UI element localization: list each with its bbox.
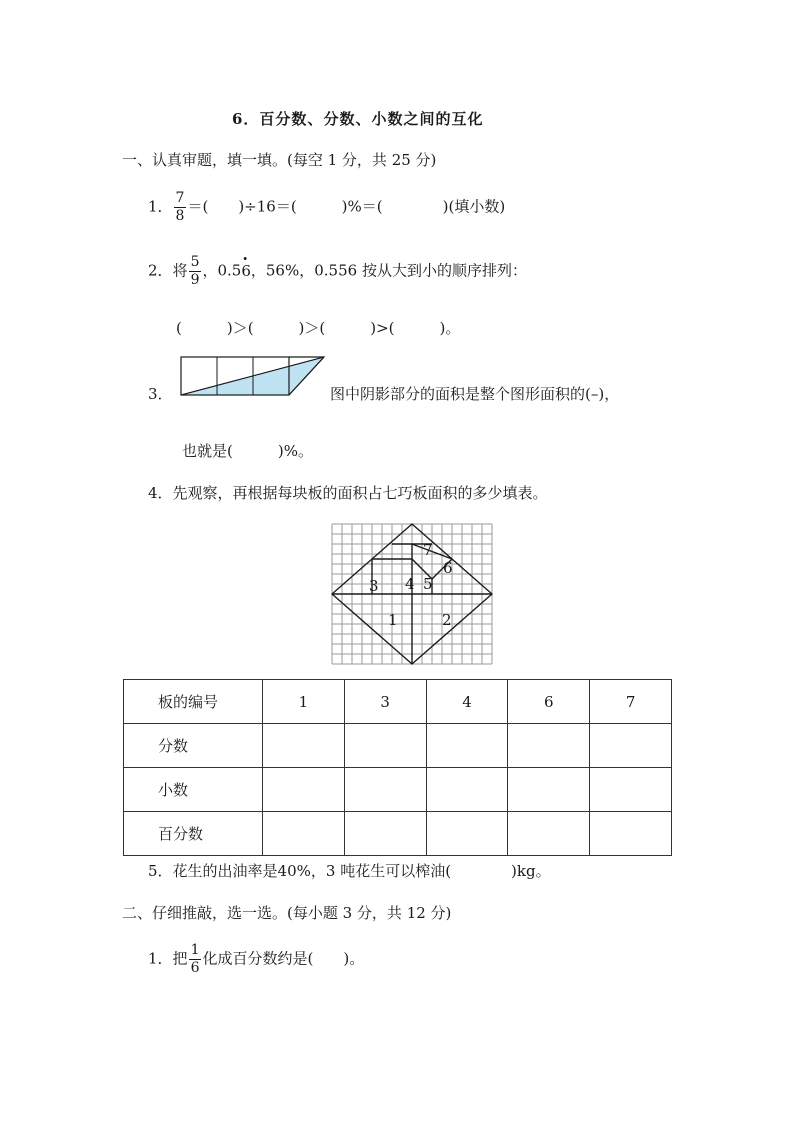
answer-cell[interactable]: [508, 812, 590, 856]
table-header-cell: 板的编号: [124, 680, 263, 724]
tangram-grid: [331, 523, 493, 665]
fraction-7-8: $\frac{7}{8}$: [175, 190, 185, 224]
table-row: [124, 724, 672, 768]
question-text: 将: [172, 261, 188, 280]
question-text: 也就是( )%。: [182, 442, 313, 460]
answer-cell[interactable]: [344, 812, 426, 856]
question-1-2: [148, 254, 527, 289]
answer-cell[interactable]: [508, 768, 590, 812]
piece-label-4: 4: [405, 575, 415, 593]
question-number: 2．: [148, 261, 173, 280]
fill-in-table: [123, 679, 672, 856]
section-1-heading: 一、认真审题，填一填。(每空 1 分，共 25 分): [122, 151, 437, 169]
answer-cell[interactable]: [263, 812, 345, 856]
table-row: [124, 680, 672, 724]
question-number: 5．: [148, 862, 173, 880]
question-number: 1．: [148, 949, 173, 968]
answer-cell[interactable]: [263, 724, 345, 768]
table-row-label: 百分数: [124, 812, 263, 856]
answer-cell[interactable]: [344, 768, 426, 812]
piece-label-6: 6: [443, 559, 453, 577]
shaded-rectangle-figure: [179, 355, 329, 397]
answer-cell[interactable]: [344, 724, 426, 768]
table-column-header: 1: [263, 680, 345, 724]
question-number: 3．: [148, 385, 173, 403]
answer-cell[interactable]: [590, 724, 672, 768]
table-column-header: 6: [508, 680, 590, 724]
question-1-5: [148, 860, 551, 881]
question-text: ，56%，0.556 按从大到小的顺序排列：: [250, 261, 527, 280]
table-row: [124, 812, 672, 856]
question-1-4: [148, 482, 548, 503]
answer-cell[interactable]: [263, 768, 345, 812]
piece-label-5: 5: [423, 575, 433, 593]
question-text: 花生的出油率是40%，3 吨花生可以榨油( )kg。: [172, 862, 551, 880]
question-text: 化成百分数约是( )。: [202, 949, 365, 968]
question-text: ＝( )÷16＝( )%＝( )(填小数): [187, 197, 506, 216]
piece-label-7: 7: [423, 541, 433, 559]
question-number: 1．: [148, 197, 173, 216]
answer-cell[interactable]: [426, 724, 508, 768]
question-text: 把: [172, 949, 188, 968]
question-1-1: [148, 190, 505, 225]
answer-cell[interactable]: [426, 812, 508, 856]
question-text: ，0.5: [202, 261, 242, 280]
piece-label-2: 2: [442, 611, 452, 629]
piece-label-3: 3: [369, 577, 379, 595]
answer-cell[interactable]: [508, 724, 590, 768]
page-title: 6．百分数、分数、小数之间的互化: [232, 110, 484, 128]
table-column-header: 4: [426, 680, 508, 724]
question-number: 4．: [148, 484, 173, 502]
fraction-5-9: $\frac{5}{9}$: [190, 254, 200, 288]
tangram-outline: [332, 524, 492, 664]
table-column-header: 7: [590, 680, 672, 724]
table-row-label: 分数: [124, 724, 263, 768]
section-2-heading: 二、仔细推敲，选一选。(每小题 3 分，共 12 分): [122, 904, 452, 922]
answer-cell[interactable]: [590, 768, 672, 812]
fraction-1-6: $\frac{1}{6}$: [190, 942, 200, 976]
table-column-header: 3: [344, 680, 426, 724]
order-blanks: ( )＞( )＞( )>( )。: [176, 319, 461, 337]
table-row: [124, 768, 672, 812]
question-text: 先观察，再根据每块板的面积占七巧板面积的多少填表。: [172, 484, 548, 502]
question-text: 图中阴影部分的面积是整个图形面积的(–)，: [330, 385, 620, 403]
answer-cell[interactable]: [590, 812, 672, 856]
answer-cell[interactable]: [426, 768, 508, 812]
question-2-1: [148, 942, 364, 977]
piece-label-1: 1: [388, 611, 398, 629]
repeating-digit: · 6: [241, 262, 251, 280]
table-row-label: 小数: [124, 768, 263, 812]
